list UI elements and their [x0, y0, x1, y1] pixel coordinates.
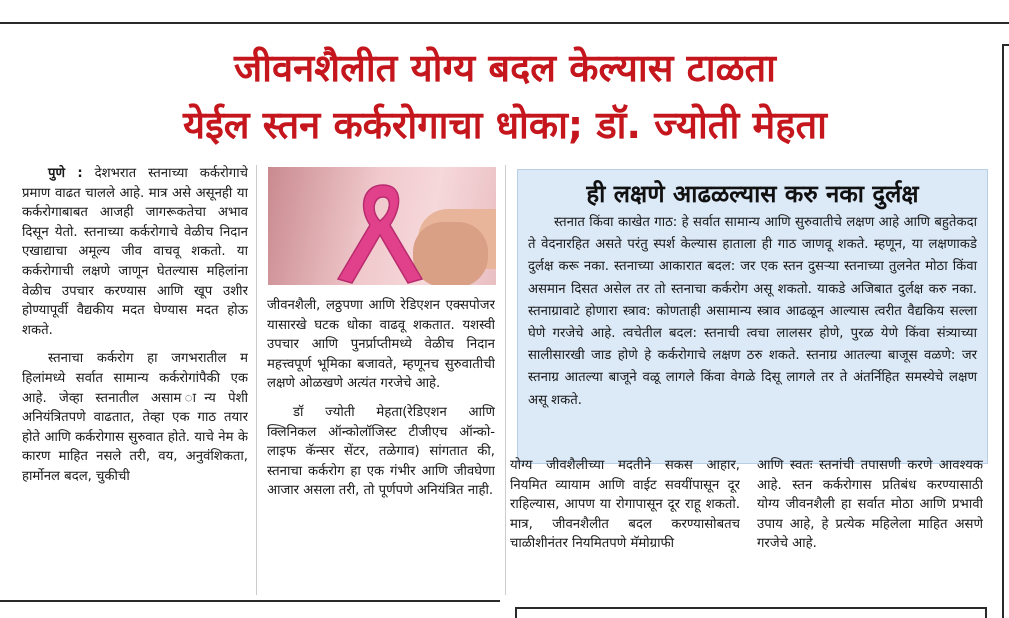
article-column-1 — [22, 164, 248, 594]
next-box-left — [515, 607, 517, 618]
right-margin-tick — [1002, 44, 1009, 46]
pink-ribbon-icon — [308, 177, 458, 285]
top-rule — [0, 22, 1009, 24]
intro-paragraph — [22, 164, 248, 340]
box-title: ही लक्षणे आढळल्यास करु नका दुर्लक्ष — [586, 180, 919, 208]
dateline: पुणे : — [48, 166, 83, 181]
right-margin-rule — [1002, 44, 1004, 618]
article-column-2 — [267, 296, 495, 594]
article-column-3 — [510, 456, 740, 594]
box-body: स्तनात किंवा काखेत गाठ: हे सर्वात सामान्य आणि सुरुवातीचे लक्षण आहे आणि बहुतेकदा ते वेदनारहित असते परंतु स्पर्श केल्यास हाताला ही गाठ जाणवू शकते. म्हणून, या लक्षणाकडे दुर्लक्ष करू नका. स्तनाच्या आकारात बदल: जर एक स्तन दुसऱ्या स्तनाच्या तुलनेत मोठा किंवा असमान दिसत असेल तर तो स्तनाचा कर्करोग असू शकतो. याकडे अजिबात दुर्लक्ष करु नका. स्तनाग्रावाटे होणारा स्त्राव: कोणताही असामान्य स्त्राव आढळून आल्यास त्वरीत वैद्यकिय सल्ला घेणे गरजेचे आहे. त्वचेतील बदल: स्तनाची त्वचा लालसर होणे, पुरळ येणे किंवा संत्र्याच्या सालीसारखी जाड होणे हे कर्करोगाचे लक्षण ठरु शकते. स्तनाग्र आतल्या बाजूस वळणे: जर स्तनाग्र आतल्या बाजूने वळू लागले किंवा वेगळे दिसू लागले तर ते अंतर्निहित समस्येचे लक्षण असू शकते. — [528, 215, 977, 408]
paragraph: योग्य जीवशैलीच्या मदतीने सकस आहार, नियमित व्यायाम आणि वाईट सवयींपासून दूर राहिल्यास, आपण या रोगापासून दूर राहू शकतो. मात्र, जीवनशैलीत बदल करण्यासोबतच चाळीशीनंतर नियमितपणे मॅमोग्राफी — [510, 458, 740, 552]
article-column-4 — [757, 456, 983, 594]
paragraph: स्तनाचा कर्करोग हा जगभरातील म हिलांमध्ये सर्वात सामान्य कर्करोगांपैकी एक आहे. जेव्हा स्तनातील असाम ान्य पेशी अनियंत्रितपणे वाढतात, तेव्हा एक गाठ तयार होते आणि कर्करोगास सुरुवात होते. याचे नेम के कारण माहित नसले तरी, वय, अनुवंशिकता, हार्मोनल बदल, चुकीची — [22, 351, 248, 484]
headline-line-1: जीवनशैलीत योग्य बदल केल्यास टाळता — [233, 46, 777, 90]
paragraph: डॉ ज्योती मेहता(रेडिएशन आणि क्लिनिकल ऑन्कोलॉजिस्ट टीजीएच ऑन्को-लाइफ कॅन्सर सेंटर, तळेगाव) सांगतात की, स्तनाचा कर्करोग हा एक गंभीर आणि जीवघेणा आजार असला तरी, तो पूर्णपणे अनियंत्रित नाही. — [267, 404, 495, 499]
intro-text: देशभरात स्तनाच्या कर्करोगाचे प्रमाण वाढत चालले आहे. मात्र असे असूनही या कर्करोगाबाबत आजही जागरूकतेचा अभाव दिसून येतो. स्तनाच्या कर्करोगाचे वेळीच निदान एखाद्याचा अमूल्य जीव वाचवू शकतो. या कर्करोगाची लक्षणे जाणून घेतल्यास महिलांना वेळीच उपचार करण्यास आणि खूप उशीर होण्यापूर्वी वैद्यकीय मदत घेण्यास मदत होऊ शकते. — [22, 166, 248, 338]
paragraph: आणि स्वतः स्तनांची तपासणी करणे आवश्यक आहे. स्तन कर्करोगास प्रतिबंध करण्यासाठी योग्य जीवनशैली हा सर्वात मोठा आणि प्रभावी उपाय आहे, हे प्रत्येक महिलेला माहित असणे गरजेचे आहे. — [757, 458, 983, 552]
next-box-right — [985, 607, 987, 618]
column-divider-1 — [256, 165, 257, 595]
paragraph: जीवनशैली, लठ्ठपणा आणि रेडिएशन एक्सपोजर यासारखे घटक धोका वाढवू शकतात. यशस्वी उपचार आणि पुनर्प्राप्तीमध्ये वेळीच निदान महत्त्वपूर्ण भूमिका बजावते, म्हणूनच सुरुवातीची लक्षणे ओळखणे अत्यंत गरजेचे आहे. — [267, 298, 495, 392]
bottom-rule — [0, 600, 500, 602]
headline-line-2: येईल स्तन कर्करोगाचा धोका; डॉ. ज्योती मेहता — [183, 103, 827, 147]
pink-ribbon-photo — [268, 167, 496, 285]
column-divider-2 — [505, 165, 506, 595]
next-box-rule — [515, 607, 987, 609]
symptoms-box — [517, 169, 988, 464]
